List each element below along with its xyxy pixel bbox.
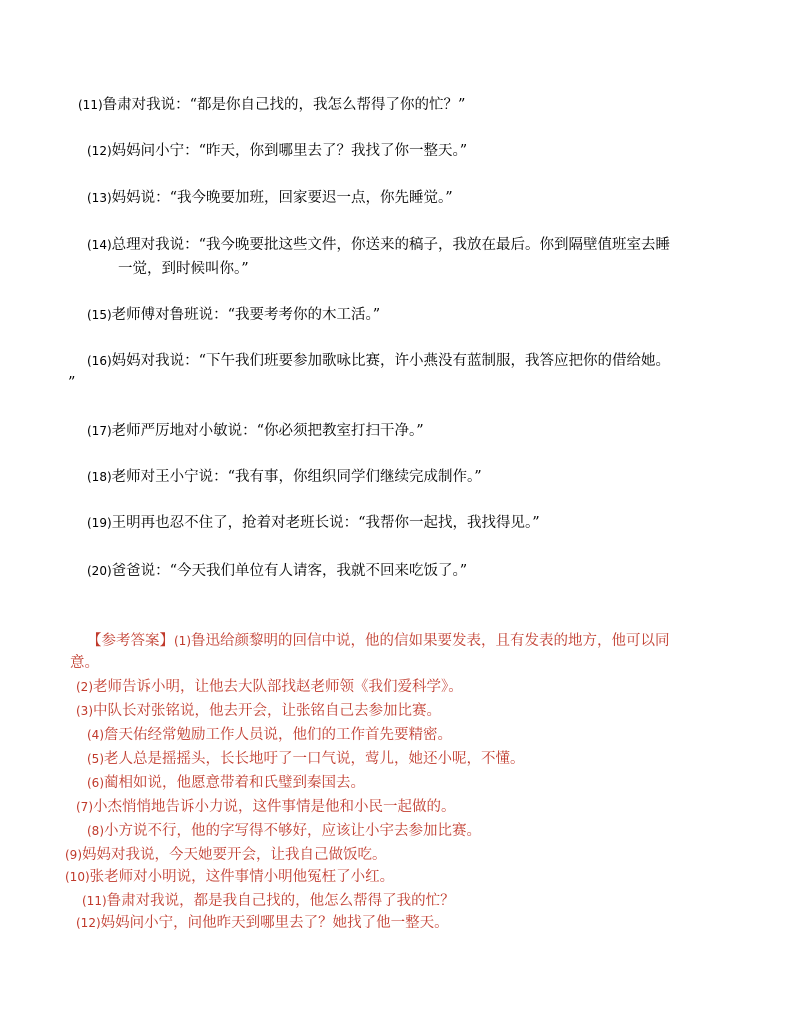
question-text: 老师对王小宁说：“我有事，你组织同学们继续完成制作。” (111, 469, 482, 485)
answer-number: (5) (87, 752, 104, 766)
question-16 (87, 350, 670, 372)
answer-text: 妈妈问小宁，问他昨天到哪里去了？她找了他一整天。 (100, 915, 449, 931)
answer-number: (10) (65, 870, 90, 884)
question-number: (17) (87, 424, 112, 438)
answer-3 (76, 700, 441, 722)
answer-number: (12) (76, 916, 101, 930)
question-18 (87, 466, 482, 488)
question-text-line2: 一觉，到时候叫你。” (118, 261, 249, 277)
question-text: 爸爸说：“今天我们单位有人请客，我就不回来吃饭了。” (111, 563, 468, 579)
answer-text-line1: 鲁迅给颜黎明的回信中说，他的信如果要发表，且有发表的地方，他可以同 (191, 633, 670, 649)
answer-number: (8) (87, 824, 104, 838)
question-text: 妈妈问小宁：“昨天，你到哪里去了？我找了你一整天。” (111, 143, 468, 159)
answer-12 (76, 912, 449, 934)
answer-9 (65, 844, 387, 866)
question-number: (14) (87, 238, 112, 252)
question-number: (18) (87, 470, 112, 484)
answer-text: 老人总是摇摇头，长长地吁了一口气说，莺儿，她还小呢，不懂。 (104, 751, 525, 767)
answer-text: 张老师对小明说，这件事情小明他冤枉了小红。 (89, 869, 395, 885)
question-text: 老师傅对鲁班说：“我要考考你的木工活。” (111, 307, 381, 323)
answer-text: 老师告诉小明，让他去大队部找赵老师领《我们爱科学》。 (93, 679, 463, 695)
answer-text: 中队长对张铭说，他去开会，让张铭自己去参加比赛。 (93, 703, 441, 719)
question-text-line1: 妈妈对我说：“下午我们班要参加歌咏比赛，许小燕没有蓝制服，我答应把你的借给她。 (111, 353, 671, 369)
question-text: 妈妈说：“我今晚要加班，回家要迟一点，你先睡觉。” (111, 190, 453, 206)
answer-5 (87, 748, 525, 770)
question-text: 鲁肃对我说：“都是你自己找的，我怎么帮得了你的忙？” (102, 97, 466, 113)
question-20 (87, 560, 467, 582)
question-number: (19) (87, 516, 112, 530)
question-number: (12) (87, 144, 112, 158)
answer-text: 小杰悄悄地告诉小力说，这件事情是他和小民一起做的。 (93, 799, 456, 815)
answer-1 (87, 630, 670, 652)
answer-6 (87, 772, 365, 794)
question-number: (13) (87, 191, 112, 205)
answer-4 (87, 724, 452, 746)
answer-number: (2) (76, 680, 93, 694)
answer-text-line2: 意。 (70, 655, 99, 671)
question-11 (78, 94, 465, 116)
answer-label: 【参考答案】 (87, 633, 174, 649)
answer-text: 妈妈对我说，今天她要开会，让我自己做饭吃。 (82, 847, 387, 863)
question-text-line2: ” (68, 375, 76, 391)
question-number: (11) (78, 98, 103, 112)
question-number: (16) (87, 354, 112, 368)
question-text: 老师严厉地对小敏说：“你必须把教室打扫干净。” (111, 423, 424, 439)
question-16-continuation (68, 372, 75, 394)
answer-number: (9) (65, 848, 82, 862)
question-14 (87, 234, 670, 256)
question-15 (87, 304, 380, 326)
answer-10 (65, 866, 394, 888)
answer-text: 小方说不行，他的字写得不够好，应该让小宇去参加比赛。 (104, 823, 481, 839)
answer-number: (6) (87, 776, 104, 790)
question-number: (15) (87, 308, 112, 322)
answer-text: 詹天佑经常勉励工作人员说，他们的工作首先要精密。 (104, 727, 452, 743)
answer-number: (11) (82, 894, 107, 908)
answer-8 (87, 820, 481, 842)
question-12 (87, 140, 467, 162)
answer-text: 蔺相如说，他愿意带着和氏璧到秦国去。 (104, 775, 365, 791)
question-14-continuation (118, 258, 249, 280)
answer-number: (3) (76, 704, 93, 718)
question-text-line1: 总理对我说：“我今晚要批这些文件，你送来的稿子，我放在最后。你到隔壁值班室去睡 (111, 237, 671, 253)
question-17 (87, 420, 424, 442)
answer-text: 鲁肃对我说，都是我自己找的，他怎么帮得了我的忙？ (106, 893, 455, 909)
answer-1-continuation (70, 652, 99, 674)
answer-number: (1) (174, 634, 191, 648)
answer-11 (82, 890, 455, 912)
answer-number: (7) (76, 800, 93, 814)
question-text: 王明再也忍不住了，抢着对老班长说：“我帮你一起找，我找得见。” (111, 515, 540, 531)
question-19 (87, 512, 540, 534)
question-number: (20) (87, 564, 112, 578)
question-13 (87, 187, 453, 209)
answer-2 (76, 676, 463, 698)
answer-number: (4) (87, 728, 104, 742)
answer-7 (76, 796, 456, 818)
